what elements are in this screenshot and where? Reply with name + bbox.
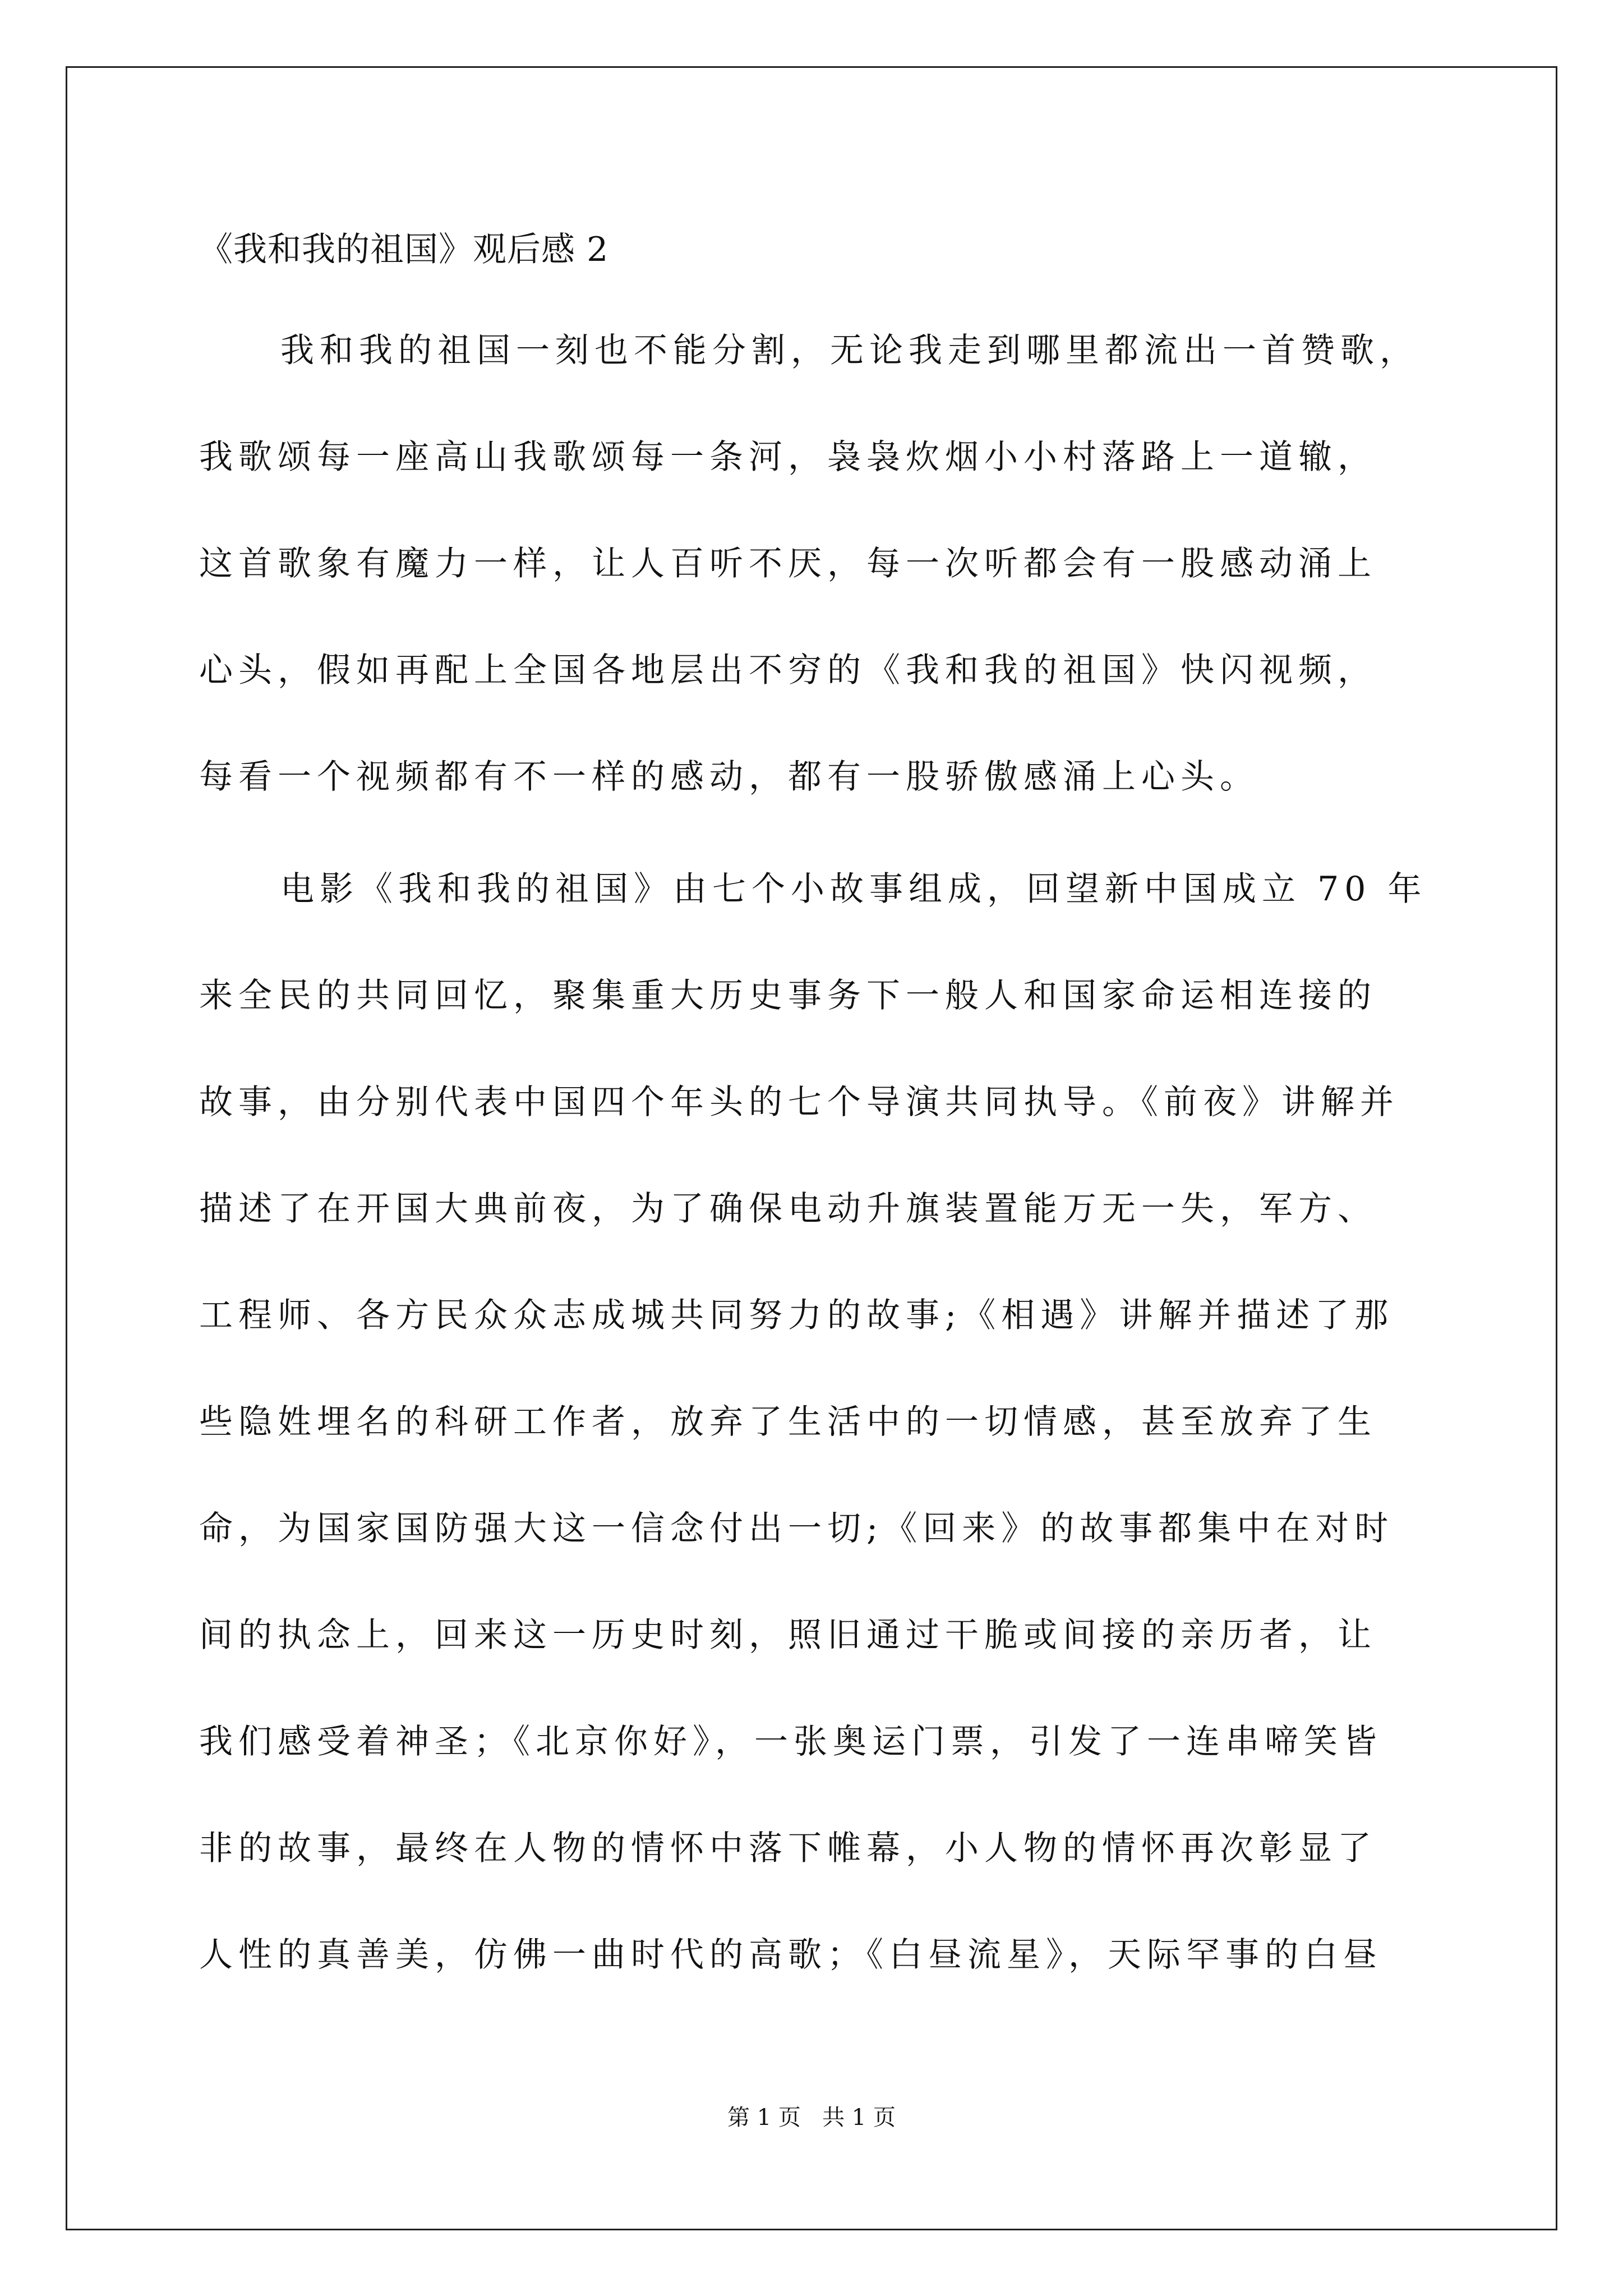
paragraph-2-line-7: 命，为国家国防强大这一信念付出一切;《回来》的故事都集中在对时 xyxy=(199,1509,1394,1548)
document-title: 《我和我的祖国》观后感 2 xyxy=(199,230,609,269)
paragraph-1-line-4: 心头，假如再配上全国各地层出不穷的《我和我的祖国》快闪视频， xyxy=(199,651,1377,690)
paragraph-2-line-1: 电影《我和我的祖国》由七个小故事组成，回望新中国成立 70 年 xyxy=(280,869,1427,909)
paragraph-2-line-5: 工程师、各方民众众志成城共同努力的故事;《相遇》讲解并描述了那 xyxy=(199,1296,1394,1335)
page-number-footer: 第 1 页 共 1 页 xyxy=(727,2105,896,2131)
paragraph-1-line-1: 我和我的祖国一刻也不能分割，无论我走到哪里都流出一首赞歌， xyxy=(280,331,1419,370)
paragraph-1-line-5: 每看一个视频都有不一样的感动，都有一股骄傲感涌上心头。 xyxy=(199,757,1259,797)
paragraph-2-line-8: 间的执念上，回来这一历史时刻，照旧通过干脆或间接的亲历者，让 xyxy=(199,1616,1377,1655)
paragraph-2-line-3: 故事，由分别代表中国四个年头的七个导演共同执导。《前夜》讲解并 xyxy=(199,1083,1399,1122)
paragraph-2-line-6: 些隐姓埋名的科研工作者，放弃了生活中的一切情感，甚至放弃了生 xyxy=(199,1402,1377,1442)
page-border xyxy=(66,66,1557,2230)
paragraph-2-line-10: 非的故事，最终在人物的情怀中落下帷幕，小人物的情怀再次彰显了 xyxy=(199,1829,1377,1868)
paragraph-2-line-11: 人性的真善美，仿佛一曲时代的高歌；《白昼流星》，天际罕事的白昼 xyxy=(199,1935,1382,1975)
paragraph-1-line-2: 我歌颂每一座高山我歌颂每一条河，袅袅炊烟小小村落路上一道辙， xyxy=(199,438,1377,477)
paragraph-1-line-3: 这首歌象有魔力一样，让人百听不厌，每一次听都会有一股感动涌上 xyxy=(199,544,1377,583)
paragraph-2-line-2: 来全民的共同回忆，聚集重大历史事务下一般人和国家命运相连接的 xyxy=(199,976,1377,1015)
paragraph-2-line-4: 描述了在开国大典前夜，为了确保电动升旗装置能万无一失，军方、 xyxy=(199,1189,1377,1228)
paragraph-2-line-9: 我们感受着神圣；《北京你好》，一张奥运门票，引发了一连串啼笑皆 xyxy=(199,1722,1382,1761)
